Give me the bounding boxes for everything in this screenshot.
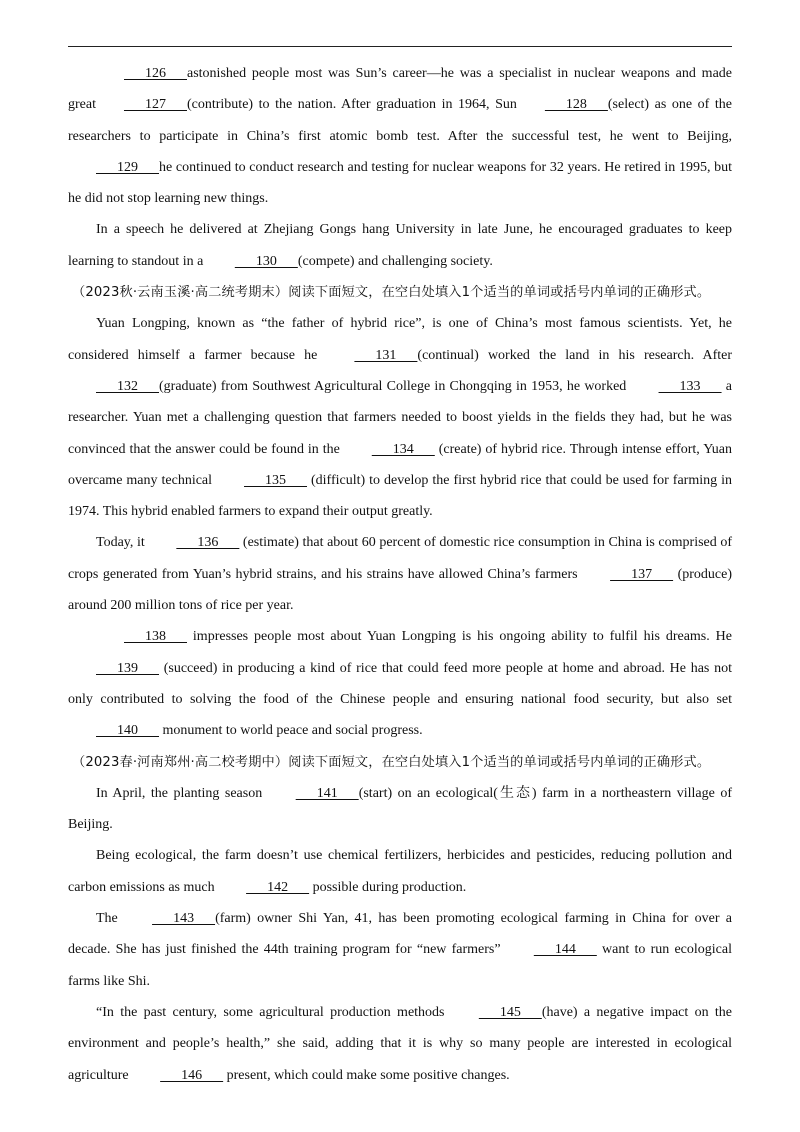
answer-blank: 132	[96, 378, 159, 394]
answer-blank: 126	[124, 66, 187, 81]
passage-text: (create) of hybrid rice. Through intense effort, Yuan overcame many technical	[68, 441, 732, 488]
passage-text: (contribute) to the nation. After graduation in 1964, Sun	[186, 97, 517, 113]
passage-text: “In the past century, some agricultural production methods	[96, 1004, 451, 1020]
answer-blank: 143	[152, 911, 216, 927]
passage-text: (compete) and challenging society.	[297, 253, 493, 269]
passage-text: (graduate) from Southwest Agricultural College in Chongqing in 1953, he worked	[159, 378, 631, 394]
passage-text: a researcher. Yuan met a challenging question that farmers needed to boost yields in the fields they had, but he was convinced that the answer could be found in the	[68, 378, 732, 457]
passage-text: possible during production.	[309, 879, 467, 895]
passage-text: (difficult) to develop the first hybrid rice that could be used for farming in 1974. This hybrid enabled farmers to expand their output greatly.	[68, 472, 732, 520]
answer-blank: 142	[246, 879, 310, 895]
passage-paragraph	[68, 308, 732, 527]
answer-blank: 136	[176, 535, 240, 551]
passage-paragraph	[68, 621, 732, 746]
answer-blank: 131	[354, 347, 418, 363]
answer-blank: 134	[371, 441, 435, 457]
passage-text: In April, the planting season	[96, 785, 268, 801]
answer-blank: 127	[123, 97, 187, 113]
passage-text: he continued to conduct research and testing for nuclear weapons for 32 years. He retired in 1995, but he did not stop learning new things.	[68, 159, 732, 207]
passage-paragraph	[68, 903, 732, 997]
answer-blank: 130	[234, 253, 298, 269]
passage-text: Being ecological, the farm doesn’t use chemical fertilizers, herbicides and pesticides, reducing pollution and carbon emissions as much	[68, 848, 732, 895]
answer-blank: 137	[610, 566, 674, 582]
passage-text: Yuan Longping, known as “the father of hybrid rice”, is one of China’s most famous scientists. Yet, he considered himself a farmer because he	[68, 316, 732, 363]
passage-paragraph	[68, 58, 732, 214]
answer-blank: 133	[658, 378, 722, 394]
answer-blank: 128	[544, 97, 608, 113]
header-rule	[68, 46, 732, 47]
passage-text: (succeed) in producing a kind of rice that could feed more people at home and abroad. He has not only contributed to solving the food of the Chinese people and ensuring national food security, but also set	[68, 660, 732, 707]
answer-blank: 144	[533, 942, 597, 958]
section-heading: （2023秋·云南玉溪·高二统考期末）阅读下面短文，在空白处填入1个适当的单词或括号内单词的正确形式。	[72, 285, 711, 301]
document-body	[68, 58, 732, 1091]
passage-text: astonished people most was Sun’s career—he was a specialist in nuclear weapons and made great	[68, 66, 732, 113]
answer-blank: 145	[478, 1004, 542, 1020]
passage-paragraph	[68, 778, 732, 841]
passage-text: (have) a negative impact on the environment and people’s health,” she said, adding that it is why so many people are interested in ecological agriculture	[68, 1004, 733, 1083]
answer-blank: 141	[295, 785, 359, 801]
passage-text: monument to world peace and social progress.	[159, 723, 423, 739]
passage-paragraph	[68, 214, 732, 277]
answer-blank: 135	[244, 472, 308, 488]
passage-text: The	[96, 911, 125, 927]
passage-text: (estimate) that about 60 percent of domestic rice consumption in China is comprised of crops generated from Yuan’s hybrid strains, and his strains have allowed China’s farmers	[68, 535, 732, 582]
passage-text: (continual) worked the land in his research. After	[417, 347, 732, 363]
passage-text: Today, it	[96, 535, 149, 551]
passage-text: (select) as one of the researchers to participate in China’s first atomic bomb test. After the successful test, he went to Beijing,	[68, 97, 732, 144]
answer-blank: 138	[124, 629, 187, 645]
passage-text: (start) on an ecological(生态) farm in a northeastern village of Beijing.	[68, 785, 732, 833]
passage-paragraph	[68, 527, 732, 621]
passage-text: In a speech he delivered at Zhejiang Gongs hang University in late June, he encouraged graduates to keep learning to standout in a	[68, 222, 732, 269]
passage-text: (produce) around 200 million tons of rice per year.	[68, 566, 732, 614]
passage-text: want to run ecological farms like Shi.	[68, 942, 732, 989]
section-heading: （2023春·河南郑州·高二校考期中）阅读下面短文，在空白处填入1个适当的单词或括号内单词的正确形式。	[72, 754, 711, 770]
answer-blank: 139	[96, 660, 159, 676]
passage-text: (farm) owner Shi Yan, 41, has been promoting ecological farming in China for over a decade. She has just finished the 44th training program for “new farmers”	[68, 911, 733, 958]
passage-paragraph	[68, 840, 732, 903]
answer-blank: 140	[96, 723, 159, 739]
answer-blank: 129	[96, 159, 159, 175]
answer-blank: 146	[160, 1067, 224, 1083]
passage-text: impresses people most about Yuan Longping is his ongoing ability to fulfil his dreams. He	[187, 629, 732, 645]
passage-paragraph	[68, 997, 732, 1091]
passage-text: present, which could make some positive changes.	[223, 1067, 510, 1083]
